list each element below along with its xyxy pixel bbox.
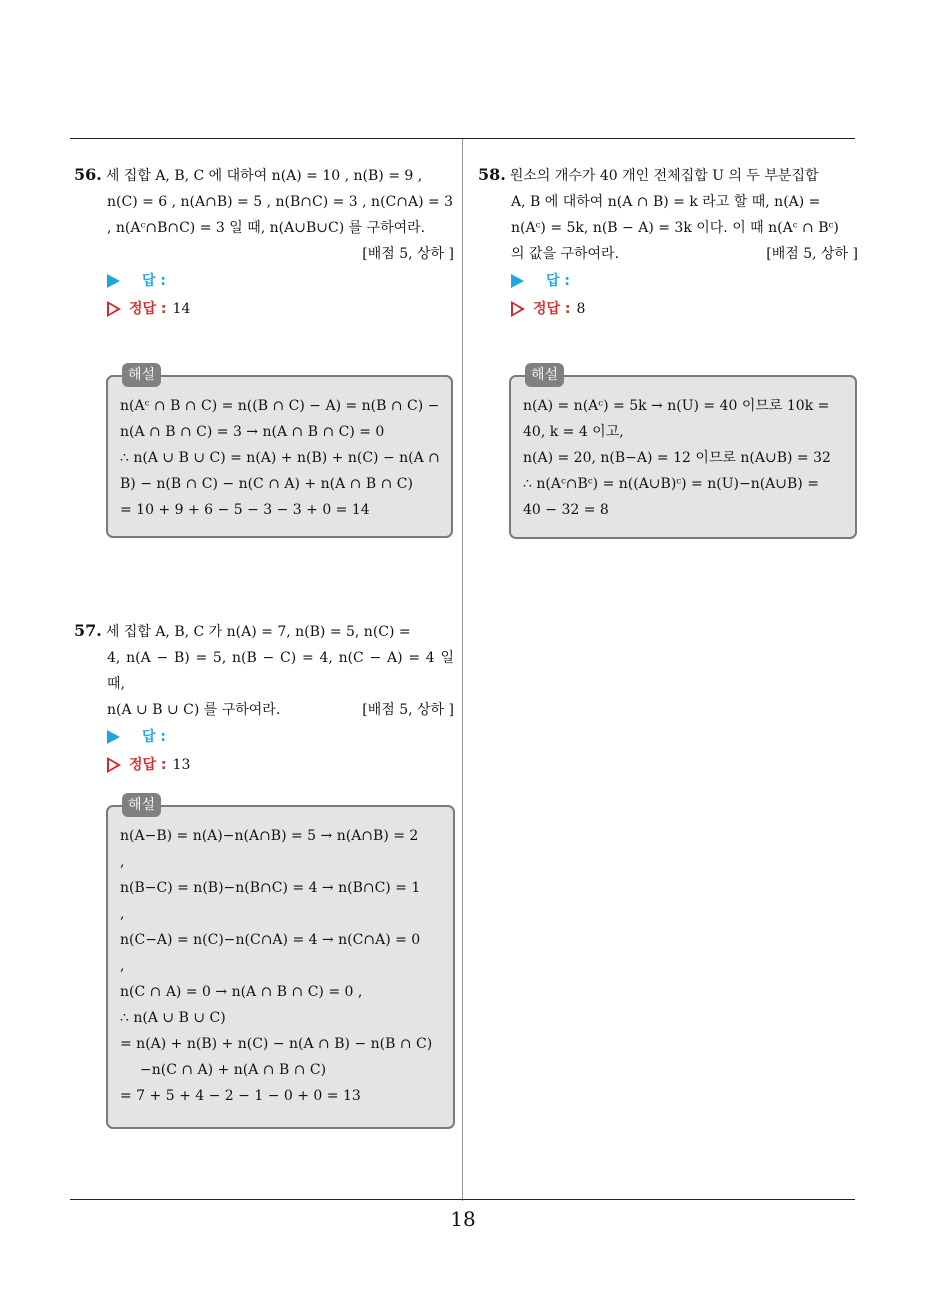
statement-line: A, B 에 대하여 n(A ∩ B) = k 라고 할 때, n(A) = [511, 194, 821, 210]
statement-line: n(C) = 6 , n(A∩B) = 5 , n(B∩C) = 3 , n(C∩A) = 3 [107, 194, 454, 210]
correct-answer-value: 8 [576, 301, 586, 317]
outline-triangle-icon [511, 301, 525, 317]
solution-line: = 7 + 5 + 4 − 2 − 1 − 0 + 0 = 13 [120, 1088, 361, 1104]
play-triangle-icon [107, 274, 120, 288]
solution-line: 40 − 32 = 8 [523, 502, 609, 518]
correct-answer-row [74, 295, 454, 323]
solution-line: ∴ n(A ∪ B ∪ C) [120, 1010, 226, 1026]
solution-line: ∴ n(Aᶜ∩Bᶜ) = n((A∪B)ᶜ) = n(U)−n(A∪B) = [523, 476, 819, 492]
solution-line: −n(C ∩ A) + n(A ∩ B ∩ C) [140, 1062, 327, 1078]
correct-answer-value: 13 [172, 757, 191, 773]
problem-number: 57. [74, 621, 102, 640]
correct-answer-value: 14 [172, 301, 191, 317]
answer-label: 답 : [546, 273, 570, 289]
score-tag: [배점 5, 상하 ] [766, 246, 858, 262]
problem-number: 58. [478, 165, 506, 184]
statement-line: 세 집합 A, B, C 에 대하여 n(A) = 10 , n(B) = 9 , [105, 168, 423, 184]
statement-line: n(Aᶜ) = 5k, n(B − A) = 3k 이다. 이 때 n(Aᶜ ∩ Bᶜ) [511, 220, 839, 236]
solution-box-58 [509, 367, 857, 539]
solution-box-56 [106, 367, 453, 538]
answer-row [478, 267, 858, 295]
statement-line: n(A ∪ B ∪ C) 를 구하여라. [107, 702, 281, 718]
solution-line: B) − n(B ∩ C) − n(C ∩ A) + n(A ∩ B ∩ C) [120, 476, 413, 492]
answer-row [74, 267, 454, 295]
problem-56 [74, 162, 454, 323]
solution-line: n(Aᶜ ∩ B ∩ C) = n((B ∩ C) − A) = n(B ∩ C) − [120, 398, 440, 414]
solution-line: n(C−A) = n(C)−n(C∩A) = 4 → n(C∩A) = 0 [120, 932, 421, 948]
score-tag: [배점 5, 상하 ] [362, 702, 454, 718]
solution-tag: 해설 [122, 363, 161, 387]
correct-answer-row [478, 295, 858, 323]
solution-line: , [120, 906, 125, 922]
solution-line: n(B−C) = n(B)−n(B∩C) = 4 → n(B∩C) = 1 [120, 880, 421, 896]
play-triangle-icon [511, 274, 524, 288]
correct-answer-label: 정답 : [129, 301, 167, 317]
problem-58-statement [478, 162, 858, 267]
solution-line: n(C ∩ A) = 0 → n(A ∩ B ∩ C) = 0 , [120, 984, 363, 1000]
solution-tag: 해설 [122, 793, 161, 817]
outline-triangle-icon [107, 757, 121, 773]
solution-line: , [120, 854, 125, 870]
solution-line: 40, k = 4 이고, [523, 424, 624, 440]
solution-line: n(A ∩ B ∩ C) = 3 → n(A ∩ B ∩ C) = 0 [120, 424, 385, 440]
correct-answer-row [74, 751, 454, 779]
solution-line: = 10 + 9 + 6 − 5 − 3 − 3 + 0 = 14 [120, 502, 370, 518]
solution-line: , [120, 958, 125, 974]
answer-row [74, 723, 454, 751]
column-divider [462, 139, 463, 1201]
bottom-rule [70, 1199, 855, 1200]
statement-line: 원소의 개수가 40 개인 전체집합 U 의 두 부분집합 [509, 168, 819, 184]
statement-line: 세 집합 A, B, C 가 n(A) = 7, n(B) = 5, n(C) = [105, 624, 411, 640]
page-number: 18 [450, 1207, 476, 1231]
problem-58 [478, 162, 858, 323]
solution-line: n(A−B) = n(A)−n(A∩B) = 5 → n(A∩B) = 2 [120, 828, 419, 844]
problem-57 [74, 618, 454, 779]
score-tag: [배점 5, 상하 ] [362, 246, 454, 262]
problem-number: 56. [74, 165, 102, 184]
statement-line: 4, n(A − B) = 5, n(B − C) = 4, n(C − A) = 4 일 때, [107, 650, 454, 692]
solution-line: ∴ n(A ∪ B ∪ C) = n(A) + n(B) + n(C) − n(A ∩ [120, 450, 440, 466]
statement-line: , n(Aᶜ∩B∩C) = 3 일 때, n(A∪B∪C) 를 구하여라. [107, 220, 426, 236]
correct-answer-label: 정답 : [533, 301, 571, 317]
solution-tag: 해설 [525, 363, 564, 387]
play-triangle-icon [107, 730, 120, 744]
problem-56-statement [74, 162, 454, 267]
outline-triangle-icon [107, 301, 121, 317]
solution-line: n(A) = n(Aᶜ) = 5k → n(U) = 40 이므로 10k = [523, 398, 830, 414]
solution-box-57 [106, 797, 455, 1129]
answer-label: 답 : [142, 729, 166, 745]
solution-line: n(A) = 20, n(B−A) = 12 이므로 n(A∪B) = 32 [523, 450, 831, 466]
answer-label: 답 : [142, 273, 166, 289]
solution-line: = n(A) + n(B) + n(C) − n(A ∩ B) − n(B ∩ C) [120, 1036, 433, 1052]
correct-answer-label: 정답 : [129, 757, 167, 773]
statement-line: 의 값을 구하여라. [511, 246, 620, 262]
problem-57-statement [74, 618, 454, 723]
